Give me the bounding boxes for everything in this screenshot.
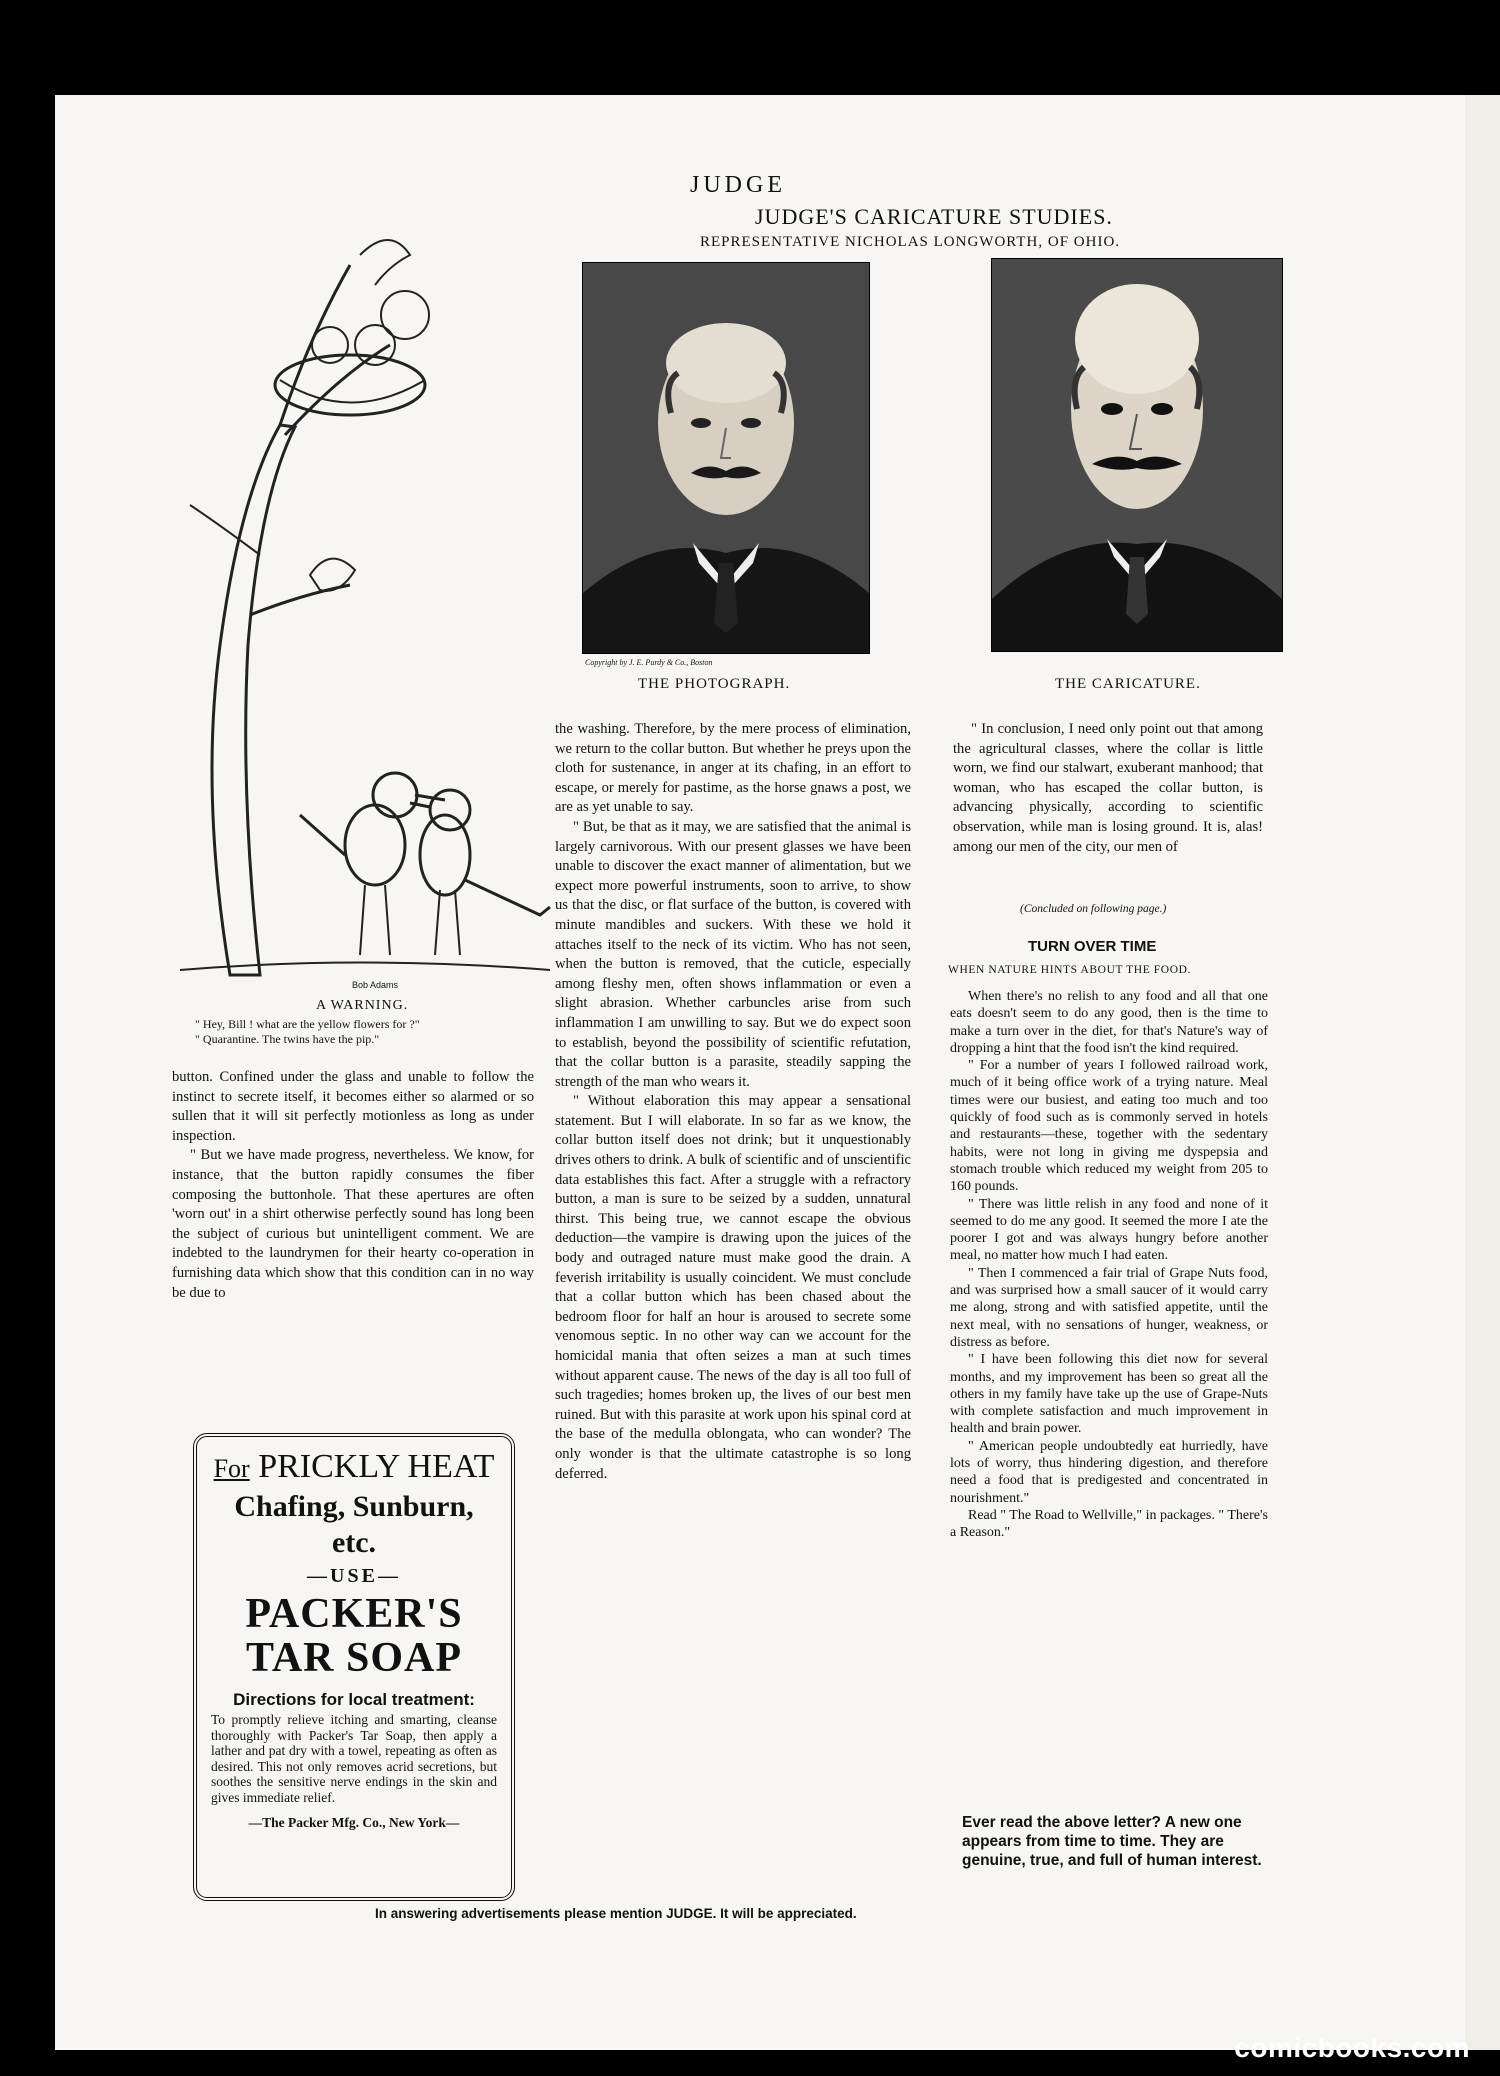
column-3-paragraph-1: " In conclusion, I need only point out that among the agricultural classes, where the collar is little worn, we find our stalwart, exuberant manhood; that woman, who has escaped the collar button, is advancing physically, according to scientific observation, while man is losing ground. It is, alas! among our men of the city, our men of bbox=[953, 721, 1263, 855]
column-2-paragraph-2: " But, be that as it may, we are satisfied that the animal is largely carnivorous. With our present glasses we have been unable to discover the exact manner of alimentation, but we expect more powerful instruments, soon to arrive, to show us that the disc, or flat surface of the button, is covered with minute mandibles and suckers. With these we hold it attaches itself to the neck of its victim. Who has not seen, when the button is removed, that the cuticle, especially among fleshy men, often shows inflammation or even a slight abrasion. Whether carbuncles arise from such inflammation I am unwilling to say. But we do expect soon to establish, beyond the possibility of scientific refutation, that the collar button is a parasite, steadily sapping the strength of the man who wears it. bbox=[555, 818, 911, 1090]
packers-tar-soap-ad bbox=[193, 1433, 515, 1901]
column-2-text bbox=[555, 720, 911, 1484]
column-3-text bbox=[953, 720, 1263, 857]
turn-over-text bbox=[950, 988, 1268, 1542]
ad-product-line-1: PACKER'S bbox=[245, 1591, 463, 1637]
ad-body: To promptly relieve itching and smarting, cleanse thoroughly with Packer's Tar Soap, then apply a lather and pat dry with a towel, repeating as often as desired. This not only removes acrid secretions, but soothes the sensitive nerve endings in the skin and gives immediate relief. bbox=[211, 1712, 497, 1805]
concluded-note: (Concluded on following page.) bbox=[1020, 903, 1167, 915]
turn-paragraph-4: " Then I commenced a fair trial of Grape Nuts food, and was surprised how a small saucer of it would carry me along, strong and with satisfied appetite, until the next meal, with no sensations of hunger, weakness, or distress as before. bbox=[950, 1265, 1268, 1350]
cartoon-quote-1: " Hey, Bill ! what are the yellow flowers for ?" bbox=[195, 1017, 420, 1031]
photo-caption: THE PHOTOGRAPH. bbox=[638, 676, 791, 692]
ad-subheadline: Chafing, Sunburn, etc. bbox=[234, 1490, 474, 1559]
cartoon-quote-2: " Quarantine. The twins have the pip." bbox=[195, 1032, 380, 1046]
cartoon-illustration bbox=[160, 195, 560, 995]
ad-use: —USE— bbox=[307, 1565, 401, 1587]
adjacent-page-edge bbox=[1465, 95, 1500, 2050]
caricature-caption: THE CARICATURE. bbox=[1055, 676, 1201, 692]
turn-paragraph-6: " American people undoubtedly eat hurriedly, have lots of worry, thus hindering digestion, and therefore need a food that is predigested and concentrated in nourishment." bbox=[950, 1438, 1268, 1506]
photograph-image bbox=[582, 262, 870, 654]
column-1-text bbox=[172, 1068, 534, 1303]
column-1-paragraph-1: button. Confined under the glass and unable to follow the instinct to secrete itself, it becomes either so alarmed or so sullen that it will sit perfectly motionless as long as under inspection. bbox=[172, 1069, 534, 1144]
turn-paragraph-7: Read " The Road to Wellville," in packages. " There's a Reason." bbox=[950, 1507, 1268, 1541]
cartoon-caption: A WARNING. bbox=[316, 998, 409, 1013]
caricature-image bbox=[991, 258, 1283, 652]
page-footer: In answering advertisements please mention JUDGE. It will be appreciated. bbox=[375, 1906, 857, 1921]
ad-product-line-2: TAR SOAP bbox=[245, 1635, 463, 1681]
turn-paragraph-1: When there's no relish to any food and all that one eats doesn't seem to do any good, then is the time to make a turn over in the diet, for that's Nature's way of dropping a hint that the food isn't the kind required. bbox=[950, 989, 1268, 1056]
cartoon-signature: Bob Adams bbox=[352, 980, 399, 990]
ad-directions: Directions for local treatment: bbox=[233, 1690, 475, 1709]
column-2-paragraph-3: " Without elaboration this may appear a sensational statement. But I will elaborate. In so far as we know, the collar button itself does not drink; but it unquestionably drives others to drink. A bulk of scientific and of unscientific data establishes this fact. After a struggle with a refractory button, a man is sure to be seized by a sudden, unnatural thirst. This being true, we cannot escape the obvious deduction—the vampire is drawing upon the juices of the body and outraged nature must make good the drain. A feverish irritability is usually coincident. We must conclude that a collar button which has been chased about the bedroom floor for half an hour is aroused to secrete some venomous septic. In no other way can we account for the homicidal mania that often seizes a man at such times without apparent cause. The news of the day is all too full of such tragedies; homes broken up, the lives of our best men ruined. But with this parasite at work upon his spinal cord at the base of the medulla oblongata, who can wonder? The only wonder is that the ultimate catastrophe is so long deferred. bbox=[555, 1093, 911, 1482]
magazine-title: JUDGE bbox=[690, 172, 786, 198]
ad-headline: For PRICKLY HEAT bbox=[213, 1448, 495, 1485]
subject-title: REPRESENTATIVE NICHOLAS LONGWORTH, OF OHIO. bbox=[700, 234, 1121, 250]
turn-paragraph-2: " For a number of years I followed railroad work, much of it being office work of a trying nature. Meal times were our busiest, and eating too much and too quickly of food such as is commonly served in hotels and restaurants—these, together with the sedentary habits, were not long in giving me dyspepsia and stomach trouble which reduced my weight from 205 to 160 pounds. bbox=[950, 1058, 1268, 1195]
turn-over-closing: Ever read the above letter? A new one appears from time to time. They are genuine, true, and full of human interest. bbox=[962, 1814, 1262, 1869]
column-2-paragraph-1: the washing. Therefore, by the mere process of elimination, we return to the collar button. But whether he preys upon the cloth for sustenance, in anger at its chafing, in an effort to escape, or merely for pastime, as the horse gnaws a post, we are as yet unable to say. bbox=[555, 721, 911, 816]
ad-company: —The Packer Mfg. Co., New York— bbox=[248, 1815, 460, 1830]
site-watermark: comicbooks.com bbox=[1234, 2032, 1470, 2063]
section-title: JUDGE'S CARICATURE STUDIES. bbox=[755, 204, 1113, 229]
turn-over-subtitle: WHEN NATURE HINTS ABOUT THE FOOD. bbox=[948, 964, 1191, 976]
turn-over-title: TURN OVER TIME bbox=[1028, 938, 1157, 955]
photo-copyright: Copyright by J. E. Purdy & Co., Boston bbox=[585, 658, 713, 667]
turn-paragraph-5: " I have been following this diet now for several months, and my improvement has been so great all the others in my family have take up the use of Grape-Nuts with complete satisfaction and much improvement in health and brain power. bbox=[950, 1352, 1268, 1437]
turn-paragraph-3: " There was little relish in any food and none of it seemed to do me any good. It seemed the more I ate the poorer I got and was always hungry before another meal, no matter how much I had eaten. bbox=[950, 1196, 1268, 1264]
column-1-paragraph-2: " But we have made progress, nevertheless. We know, for instance, that the button rapidly consumes the fiber composing the buttonhole. That these apertures are often 'worn out' in a shirt otherwise perfectly sound has long been the subject of curious but unintelligent comment. We are indebted to the laundrymen for their hearty co-operation in furnishing data which show that this condition can in no way be due to bbox=[172, 1147, 534, 1301]
